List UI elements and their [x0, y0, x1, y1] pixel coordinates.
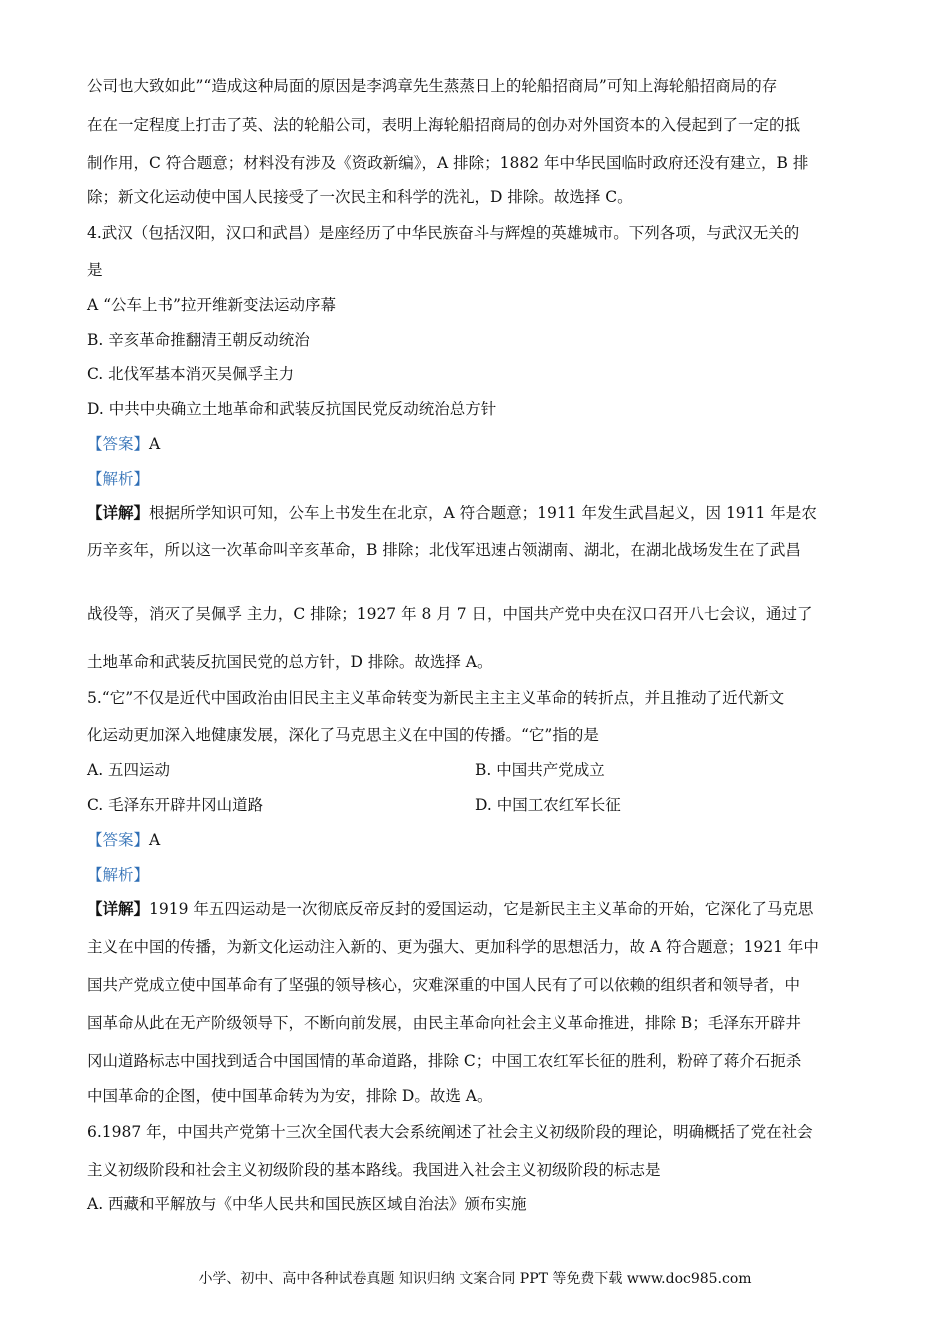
question-5-stem-cont: 化运动更加深入地健康发展，深化了马克思主义在中国的传播。“它”指的是 [87, 726, 599, 744]
q4-detail-line: 历辛亥年，所以这一次革命叫辛亥革命，B 排除；北伐军迅速占领湖南、湖北，在湖北战场发生在了武昌 [87, 541, 801, 559]
q4-detail-line: 土地革命和武装反抗国民党的总方针，D 排除。故选择 A。 [87, 653, 493, 671]
q5-option-c: C. 毛泽东开辟井冈山道路 [87, 796, 264, 814]
question-4-stem-cont: 是 [87, 261, 103, 279]
q5-detail-line: 国共产党成立使中国革命有了坚强的领导核心，灾难深重的中国人民有了可以依赖的组织者和领导者，中 [87, 976, 801, 994]
answer-value: A [149, 435, 161, 453]
q5-detail-line: 冈山道路标志中国找到适合中国国情的革命道路，排除 C；中国工农红军长征的胜利，粉碎了蒋介石扼杀 [87, 1052, 802, 1070]
q5-option-d: D. 中国工农红军长征 [475, 796, 621, 814]
q5-option-a: A. 五四运动 [87, 761, 171, 779]
q5-detail-line: 中国革命的企图，使中国革命转为为安，排除 D。故选 A。 [87, 1087, 493, 1105]
q4-detail [87, 503, 817, 523]
q4-detail-line: 战役等，消灭了吴佩孚 主力，C 排除；1927 年 8 月 7 日，中国共产党中央在汉口召开八七会议，通过了 [87, 605, 813, 623]
question-6-stem-cont: 主义初级阶段和社会主义初级阶段的基本路线。我国进入社会主义初级阶段的标志是 [87, 1161, 661, 1179]
q4-option-c: C. 北伐军基本消灭吴佩孚主力 [87, 365, 295, 383]
q5-analysis-tag: 【解析】 [87, 866, 150, 884]
q4-answer [87, 434, 160, 454]
answer-tag: 【答案】 [87, 435, 150, 453]
q5-detail-line: 主义在中国的传播，为新文化运动注入新的、更为强大、更加科学的思想活力，故 A 符合题意；1921 年中 [87, 938, 819, 956]
q5-option-b: B. 中国共产党成立 [475, 761, 605, 779]
q6-option-a: A. 西藏和平解放与《中华人民共和国民族区域自治法》颁布实施 [87, 1195, 527, 1213]
text-line: 除；新文化运动使中国人民接受了一次民主和科学的洗礼，D 排除。故选择 C。 [87, 188, 633, 206]
q5-detail [87, 899, 813, 919]
q4-analysis-tag: 【解析】 [87, 470, 150, 488]
detail-tag: 【详解】 [87, 899, 150, 918]
q4-option-a: A “公车上书”拉开维新变法运动序幕 [87, 296, 336, 314]
answer-tag: 【答案】 [87, 831, 150, 849]
text-line: 制作用，C 符合题意；材料没有涉及《资政新编》，A 排除；1882 年中华民国临时政府还没有建立，B 排 [87, 154, 809, 172]
question-6-stem: 6.1987 年，中国共产党第十三次全国代表大会系统阐述了社会主义初级阶段的理论，明确概括了党在社会 [87, 1123, 813, 1141]
q5-answer [87, 830, 160, 850]
q5-detail-line: 国革命从此在无产阶级领导下，不断向前发展，由民主革命向社会主义革命推进，排除 B；毛泽东开辟井 [87, 1014, 801, 1032]
question-4-stem: 4.武汉（包括汉阳，汉口和武昌）是座经历了中华民族奋斗与辉煌的英雄城市。下列各项，与武汉无关的 [87, 224, 800, 242]
q4-option-d: D. 中共中央确立土地革命和武装反抗国民党反动统治总方针 [87, 400, 497, 418]
q4-option-b: B. 辛亥革命推翻清王朝反动统治 [87, 331, 310, 349]
detail-text: 1919 年五四运动是一次彻底反帝反封的爱国运动，它是新民主主义革命的开始，它深化了马克思 [149, 900, 814, 918]
detail-tag: 【详解】 [87, 503, 150, 522]
text-line: 公司也大致如此”“造成这种局面的原因是李鸿章先生蒸蒸日上的轮船招商局”可知上海轮船招商局的存 [87, 77, 778, 95]
page-footer: 小学、初中、高中各种试卷真题 知识归纳 文案合同 PPT 等免费下载 www.doc985.com [198, 1271, 752, 1287]
question-5-stem: 5.“它”不仅是近代中国政治由旧民主主义革命转变为新民主主主义革命的转折点，并且推动了近代新文 [87, 689, 785, 707]
text-line: 在在一定程度上打击了英、法的轮船公司，表明上海轮船招商局的创办对外国资本的入侵起到了一定的抵 [87, 116, 801, 134]
detail-text: 根据所学知识可知，公车上书发生在北京，A 符合题意；1911 年发生武昌起义，因 1911 年是农 [149, 504, 817, 522]
answer-value: A [149, 831, 161, 849]
